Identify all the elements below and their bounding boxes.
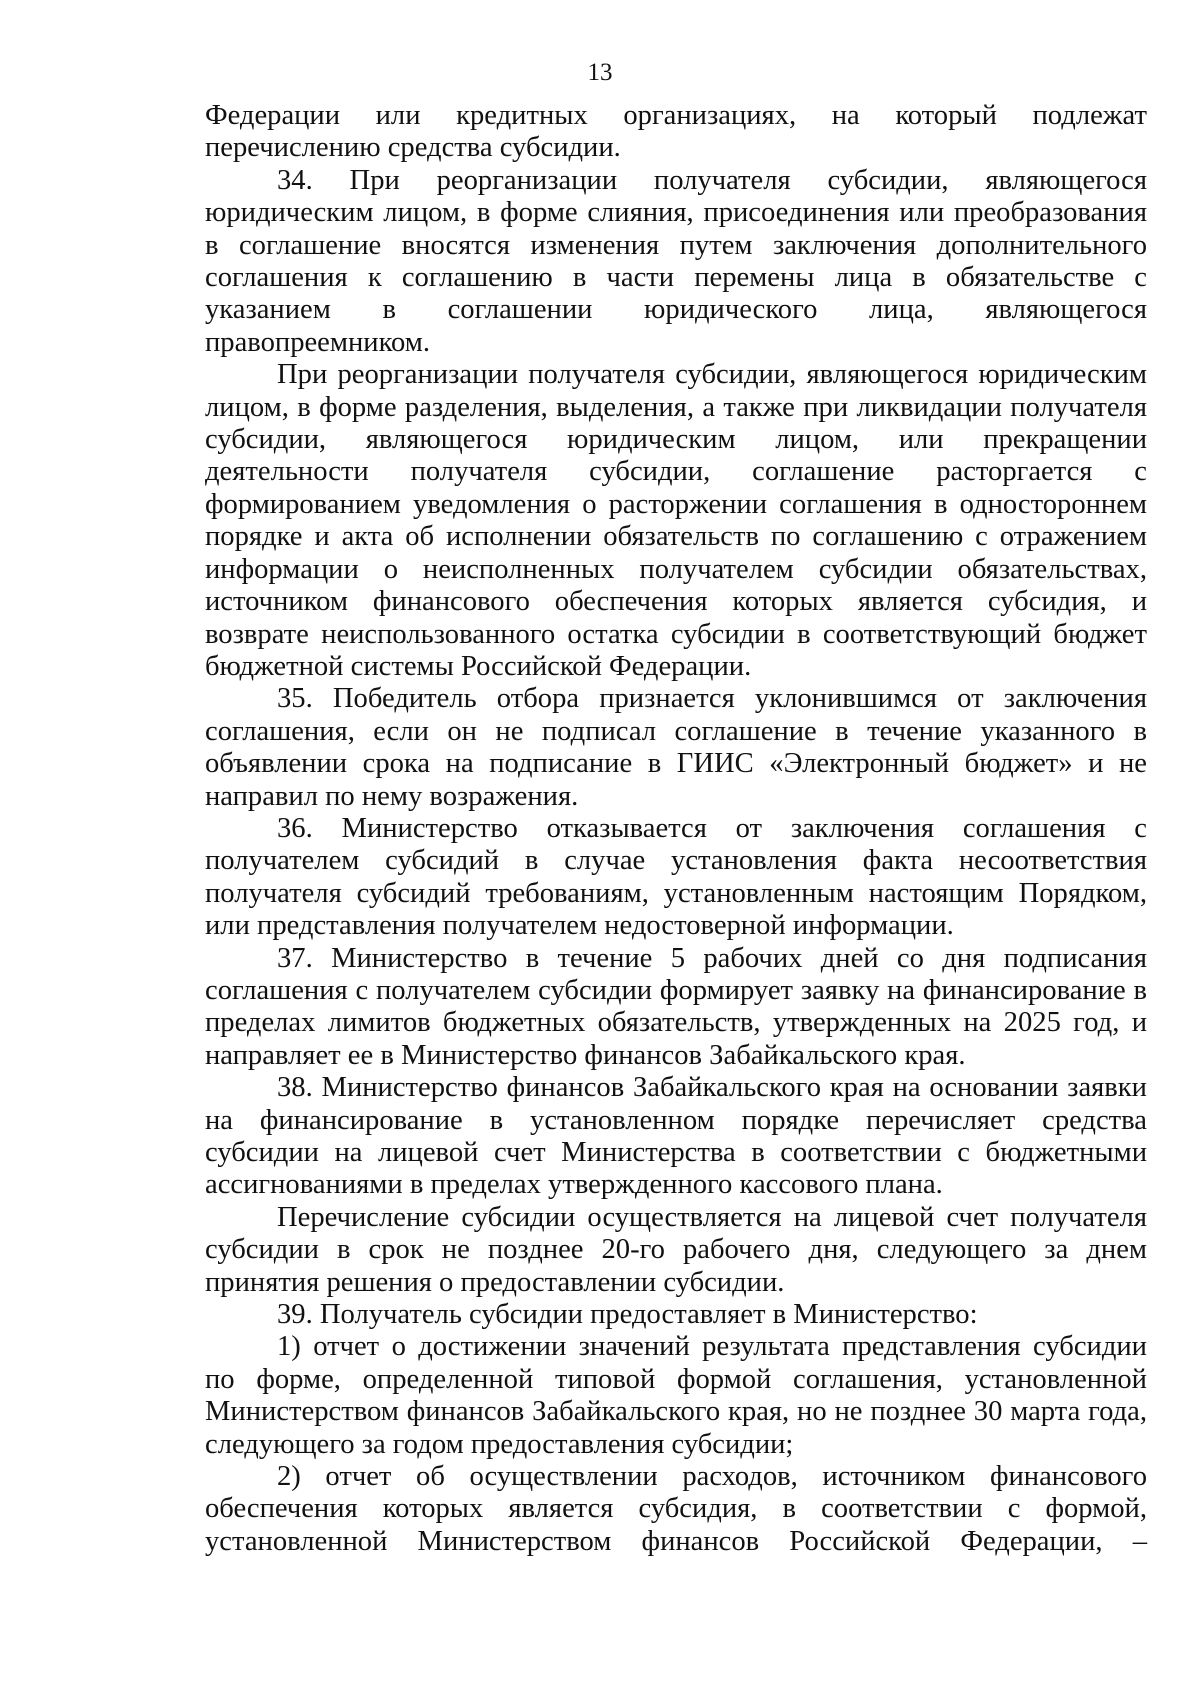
paragraph [205, 100, 1147, 165]
text-line: Федерации или кредитных организациях, на который подлежат [205, 100, 1147, 131]
paragraph-36 [205, 813, 1147, 943]
text-line: указанием в соглашении юридического лица, являющегося [205, 294, 1147, 326]
text-line: юридическим лицом, в форме слияния, присоединения или преобразования в [205, 197, 1147, 261]
paragraph-35 [205, 683, 1147, 813]
text-line: направляет ее в Министерство финансов Забайкальского края. [205, 1039, 966, 1071]
text-line: принятия решения о предоставлении субсидии. [205, 1266, 785, 1298]
text-line: 36. Министерство отказывается от заключения соглашения с [277, 812, 1147, 844]
text-line: получателя субсидии, соглашение расторгается с формированием [205, 456, 1147, 520]
text-line: Перечисление субсидии осуществляется на лицевой счет получателя [277, 1201, 1147, 1233]
text-line: 37. Министерство в течение 5 рабочих дней со дня подписания [277, 942, 1147, 974]
page-number: 13 [587, 59, 613, 86]
text-line: исполнении обязательств по соглашению с отражением информации о [205, 521, 1147, 585]
text-line: на лицевой счет Министерства в соответствии с бюджетными [334, 1137, 1148, 1168]
text-line: При реорганизации получателя субсидии, являющегося юридическим [277, 359, 1147, 391]
paragraph-38 [205, 1072, 1147, 1202]
text-line: следующего за годом предоставления субсидии; [205, 1428, 794, 1460]
text-line: субсидии в срок не позднее 20-го рабочего дня, следующего за днем [205, 1234, 1147, 1266]
paragraph-39 [205, 1299, 1147, 1331]
text-line: 1) отчет о достижении значений результата представления субсидии по [205, 1331, 1147, 1395]
text-line: лицом, в форме разделения, выделения, а также при ликвидации получателя [205, 391, 1147, 423]
text-line: получателем субсидий в случае установления факта несоответствия [205, 845, 1147, 877]
text-line: направил по нему возражения. [205, 780, 579, 812]
text-line: перечислению средства субсидии. [205, 132, 621, 164]
text-line: получателя субсидий требованиям, установленным настоящим Порядком, [205, 877, 1147, 909]
paragraph-34 [205, 165, 1147, 359]
text-line: ассигнованиями в пределах утвержденного кассового плана. [205, 1169, 943, 1201]
text-line: соглашения с получателем субсидии формирует заявку на финансирование в [205, 974, 1147, 1006]
text-line: уведомления о расторжении соглашения в одностороннем порядке и акта об [205, 488, 1148, 553]
text-line: неисполненных получателем субсидии обязательствах, источником [205, 553, 1148, 618]
list-item-1 [205, 1331, 1147, 1461]
text-line: объявлении срока на подписание в ГИИС «Электронный бюджет» и не [205, 748, 1147, 780]
text-line: системы Российской Федерации. [350, 650, 752, 682]
text-line: форме, определенной типовой формой соглашения, установленной [256, 1363, 1147, 1395]
text-line: 34. При реорганизации получателя субсидии, являющегося [277, 164, 1147, 196]
text-line: или представления получателем недостоверной информации. [205, 910, 954, 942]
text-line: соглашения к соглашению в части перемены лица в обязательстве с [205, 262, 1147, 294]
text-line: субсидии, являющегося юридическим лицом, или прекращении деятельности [205, 424, 1147, 488]
text-line: неиспользованного остатка субсидии в соответствующий бюджет бюджетной [205, 618, 1147, 682]
text-line: на финансирование в установленном порядке перечисляет средства субсидии [205, 1104, 1147, 1168]
list-item-2 [205, 1461, 1147, 1558]
text-line: финансового обеспечения которых является субсидия, и возврате [205, 586, 1148, 650]
text-line: правопреемником. [205, 326, 431, 358]
text-line: пределах лимитов бюджетных обязательств, утвержденных на 2025 год, и [205, 1007, 1147, 1039]
paragraph [205, 1202, 1147, 1299]
document-body [205, 100, 1147, 1558]
text-line: соглашения, если он не подписал соглашение в течение указанного в [205, 715, 1147, 747]
text-line: 39. Получатель субсидии предоставляет в Министерство: [277, 1299, 978, 1331]
text-line: установленной Министерством финансов Российской Федерации, – [205, 1525, 1147, 1557]
text-line: обеспечения которых является субсидия, в соответствии с формой, [205, 1493, 1147, 1525]
text-line: 38. Министерство финансов Забайкальского края на основании заявки [277, 1072, 1147, 1104]
text-line: Министерством финансов Забайкальского края, но не позднее 30 марта года, [205, 1396, 1147, 1428]
paragraph-37 [205, 943, 1147, 1073]
text-line: 2) отчет об осуществлении расходов, источником финансового [277, 1461, 1147, 1493]
text-line: соглашение вносятся изменения путем заключения дополнительного [238, 229, 1147, 261]
text-line: 35. Победитель отбора признается уклонившимся от заключения [277, 683, 1147, 715]
paragraph [205, 359, 1147, 683]
